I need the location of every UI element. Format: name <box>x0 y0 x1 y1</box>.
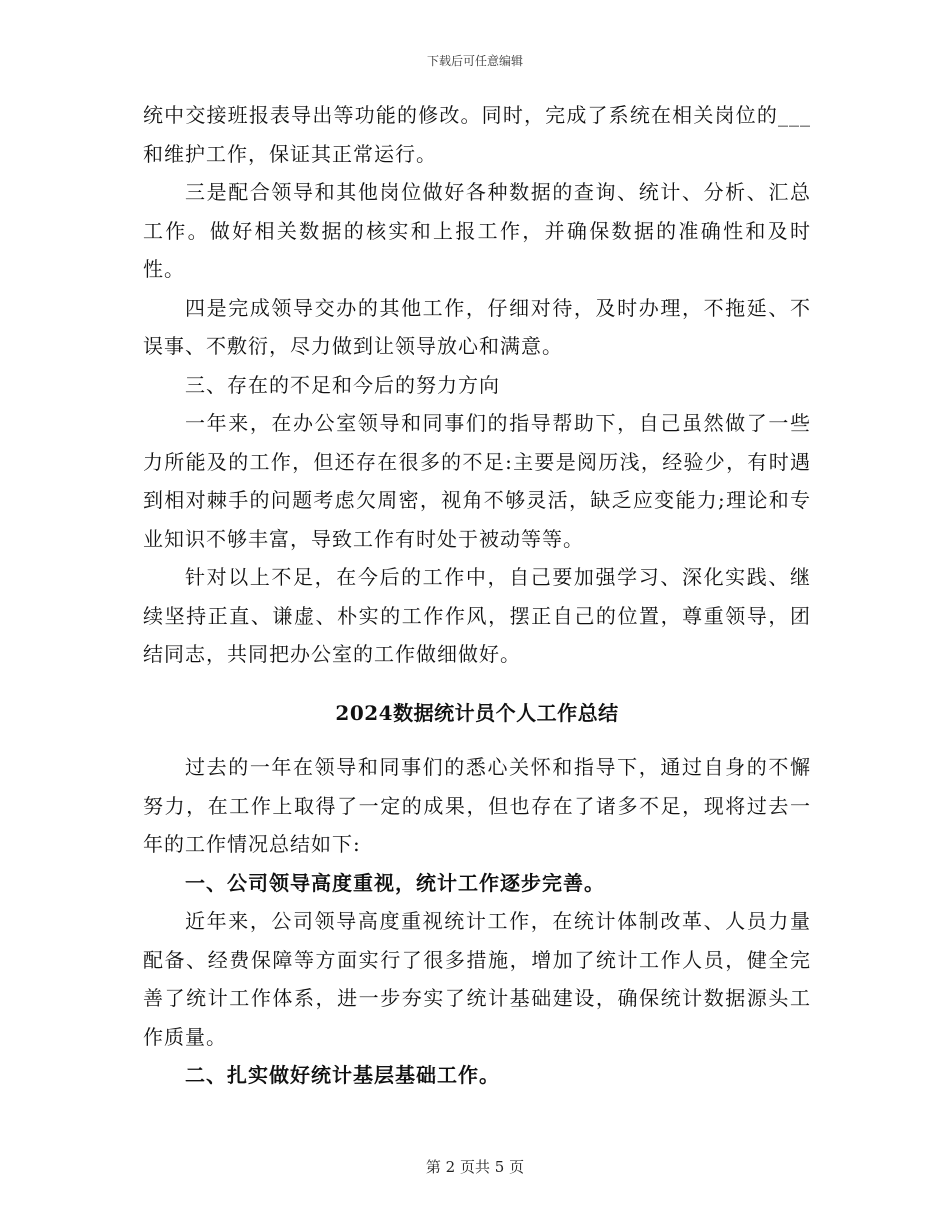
section-heading-two: 二、扎实做好统计基层基础工作。 <box>185 1063 500 1087</box>
page-number: 第 2 页共 5 页 <box>425 1158 525 1176</box>
section-heading-shortcomings: 三、存在的不足和今后的努力方向 <box>185 372 500 397</box>
paragraph-item-four: 四是完成领导交办的其他工作，仔细对待，及时办理，不拖延、不误事、不敷衍，尽力做到让领导放心和满意。 <box>143 295 811 358</box>
paragraph-item-three: 三是配合领导和其他岗位做好各种数据的查询、统计、分析、汇总工作。做好相关数据的核实和上报工作，并确保数据的准确性和及时性。 <box>143 180 811 281</box>
section-heading-one: 一、公司领导高度重视，统计工作逐步完善。 <box>185 870 605 895</box>
paragraph-continuation: 统中交接班报表导出等功能的修改。同时，完成了系统在相关岗位的___和维护工作，保证其正常运行。 <box>143 103 811 166</box>
page-header-note: 下载后可任意编辑 <box>426 54 523 68</box>
paragraph-intro: 过去的一年在领导和同事们的悉心关怀和指导下，通过自身的不懈努力，在工作上取得了一定的成果，但也存在了诸多不足，现将过去一年的工作情况总结如下: <box>143 755 811 856</box>
document-title: 2024数据统计员个人工作总结 <box>335 700 619 725</box>
paragraph-section-one: 近年来，公司领导高度重视统计工作，在统计体制改革、人员力量配备、经费保障等方面实行了很多措施，增加了统计工作人员，健全完善了统计工作体系，进一步夯实了统计基础建设，确保统计数据源头工作质量。 <box>143 909 811 1049</box>
paragraph-improvements: 针对以上不足，在今后的工作中，自己要加强学习、深化实践、继续坚持正直、谦虚、朴实的工作作风，摆正自己的位置，尊重领导，团结同志，共同把办公室的工作做细做好。 <box>143 565 811 666</box>
paragraph-shortcomings: 一年来，在办公室领导和同事们的指导帮助下，自己虽然做了一些力所能及的工作，但还存在很多的不足:主要是阅历浅，经验少，有时遇到相对棘手的问题考虑欠周密，视角不够灵活，缺乏应变能力;理论和专业知识不够丰富，导致工作有时处于被动等等。 <box>143 411 811 551</box>
document-body <box>143 96 811 1095</box>
